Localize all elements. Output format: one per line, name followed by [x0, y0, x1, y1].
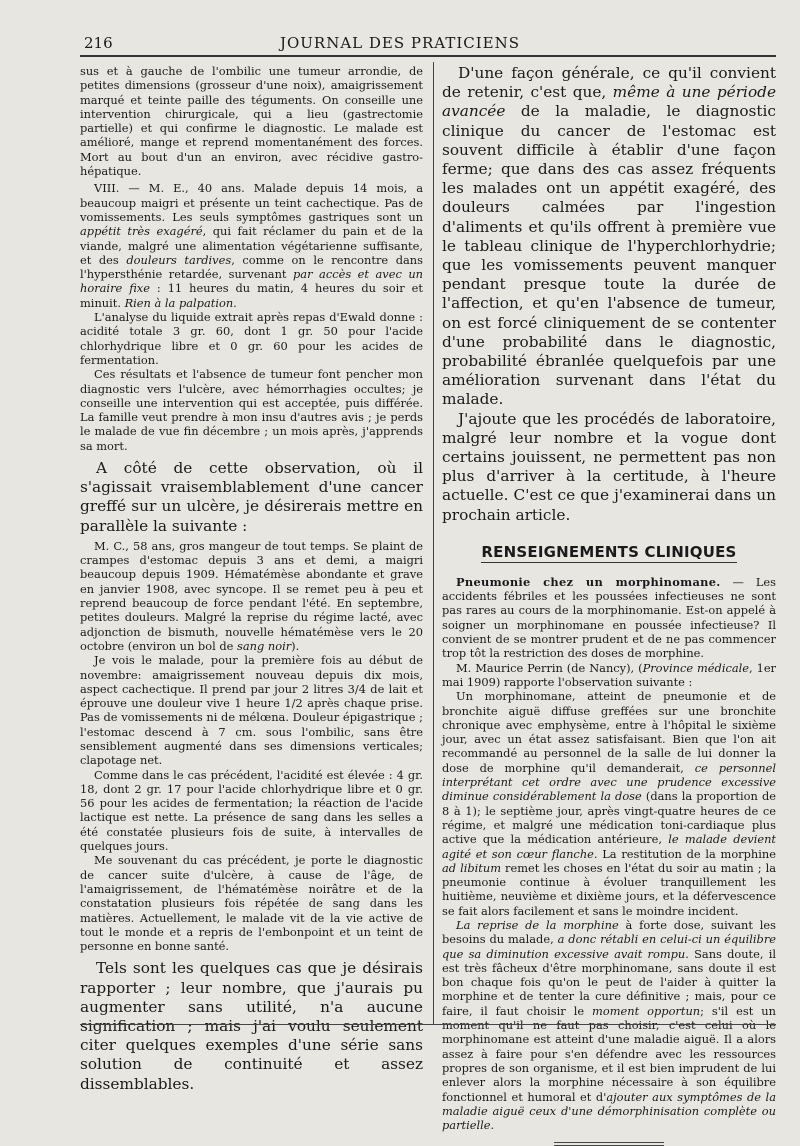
general-summary-paragraph: D'une façon générale, ce qu'il convient de retenir, c'est que, même à une période avancée de la maladie, le diagnostic clinique du cancer de l'estomac est souvent difficile à établir d'une façon ferme; que dans des cas assez fréquents les malades ont un appétit exagéré, des douleurs calmées par l'ingestion d'aliments et qu'ils offrent à première vue le tableau clinique de l'hyperchlorhydrie; que les vomissements peuvent manquer pendant presque toute la durée de l'affection, et qu'en l'absence de tumeur, on est forcé cliniquement de se contenter d'une probabilité dans le diagnostic, probabilité ébranlée quelquefois par une amélioration survenant dans l'état du malade. [442, 64, 776, 409]
laboratory-paragraph: J'ajoute que les procédés de laboratoire, malgré leur nombre et la vogue dont certains jouissent, ne permettent pas non plus d'arriver à la certitude, à l'heure actuelle. C'est ce que j'examinerai dans un prochain article. [442, 409, 776, 524]
article-title: Pneumonie chez un morphinomane. [456, 574, 721, 589]
case-continuation-paragraph: sus et à gauche de l'ombilic une tumeur arrondie, de petites dimensions (grosseur d'une noix), amaigrissement marqué et teinte paille des téguments. On conseille une intervention chirurgicale, qui a lieu (gastrectomie partielle) et qui confirme le diagnostic. Le malade est amélioré, mange et reprend momentanément des forces. Mort au bout d'un an environ, avec récidive gastro-hépatique. [80, 64, 423, 179]
left-column [80, 64, 423, 1094]
footer-rule [80, 1024, 776, 1025]
transition-paragraph: A côté de cette observation, où il s'agissait vraisemblablement d'une cancer greffé sur un ulcère, je désirerais mettre en parallèle la suivante : [80, 459, 423, 535]
case-viii-paragraph: VIII. — M. E., 40 ans. Malade depuis 14 mois, a beaucoup maigri et présente un teint cachectique. Pas de vomissements. Les seuls symptômes gastriques sont un appétit très exagéré, qui fait réclamer du pain et de la viande, malgré une alimentation végétarienne suffisante, et des douleurs tardives, comme on le rencontre dans l'hypersthénie retardée, survenant par accès et avec un horaire fixe : 11 heures du matin, 4 heures du soir et minuit. Rien à la palpation. [80, 181, 424, 310]
ewald-analysis-paragraph: L'analyse du liquide extrait après repas d'Ewald donne : acidité totale 3 gr. 60, dont 1 gr. 50 pour l'acide chlorhydrique libre et 0 gr. 60 pour les acides de fermentation. [80, 310, 423, 367]
cancer-diagnosis-paragraph: Me souvenant du cas précédent, je porte le diagnostic de cancer suite d'ulcère, à cause de l'âge, de l'amaigrissement, de l'hématémèse noirâtre et de la constatation plusieurs fois répétée de sang dans les matières. Actuellement, le malade vit de la vie active de tout le monde et a repris de l'embonpoint et un teint de personne en bonne santé. [80, 853, 423, 954]
pneumonia-intro-paragraph: Pneumonie chez un morphinomane. — Les accidents fébriles et les poussées infectieuses ne sont pas rares au cours de la morphinomanie. Est-on appelé à soigner un morphinomane en poussée infectieuse? Il convient de se montrer prudent et de ne pas commencer trop tôt la restriction des doses de morphine. [442, 574, 776, 661]
case-mc-paragraph: M. C., 58 ans, gros mangeur de tout temps. Se plaint de crampes d'estomac depuis 3 ans et demi, a maigri beaucoup depuis 1909. Hématémèse abondante et grave en janvier 1908, avec syncope. Il se remet peu à peu et reprend beaucoup de force pendant l'été. En septembre, petites douleurs. Malgré la reprise du régime lacté, avec adjonction de bismuth, nouvelle hématémèse vers le 20 octobre (environ un bol de sang noir). [80, 538, 423, 653]
page-number: 216 [84, 34, 113, 52]
journal-title: JOURNAL DES PRATICIENS [279, 34, 521, 52]
page-header [0, 0, 800, 52]
section-heading: RENSEIGNEMENTS CLINIQUES [481, 542, 737, 561]
perrin-citation-paragraph: M. Maurice Perrin (de Nancy), (Province médicale, 1er mai 1909) rapporte l'observation suivante : [442, 660, 777, 689]
conclusion-paragraph: Tels sont les quelques cas que je désirais rapporter ; leur nombre, que j'aurais pu augmenter sans utilité, n'a aucune signification ; mais j'ai voulu seulement citer quelques exemples d'une série sans solution de continuité et assez dissemblables. [80, 959, 423, 1093]
column-divider [433, 62, 434, 1024]
observation-paragraph: Un morphinomane, atteint de pneumonie et de bronchite aiguë diffuse greffées sur une bronchite chronique avec emphysème, entre à l'hôpital le sixième jour, avec un état assez satisfaisant. Bien que l'on ait recommandé au personnel de la salle de lui donner la dose de morphine qu'il demanderait, ce personnel interprétant cet ordre avec une prudence excessive diminue considérablement la dose (dans la proportion de 8 à 1); le septième jour, après vingt-quatre heures de ce régime, et malgré une médication toni-cardiaque plus active que la médication antérieure, le malade devient agité et son cœur flanche. La restitution de la morphine ad libitum remet les choses en l'état du soir au matin ; la pneumonie continue à évoluer tranquillement les huitième, neuvième et dixième jours, et la défervescence se fait alors facilement et sans le moindre incident. [442, 689, 776, 918]
right-column [442, 64, 776, 1146]
examination-paragraph: Je vois le malade, pour la première fois au début de novembre: amaigrissement nouveau depuis dix mois, aspect cachectique. Il prend par jour 2 litres 3/4 de lait et éprouve une douleur vive 1 heure 1/2 après chaque prise. Pas de vomissements ni de mélœna. Douleur épigastrique ; l'estomac descend à 7 cm. sous l'ombilic, sans être sensiblement augmenté dans ses dimensions verticales; clapotage net. [80, 653, 423, 768]
acidity-paragraph: Comme dans le cas précédent, l'acidité est élevée : 4 gr. 18, dont 2 gr. 17 pour l'acide chlorhydrique libre et 0 gr. 56 pour les acides de fermentation; la réaction de l'acide lactique est nette. La présence de sang dans les selles a été constatée plusieurs fois de suite, à intervalles de quelques jours. [80, 767, 423, 854]
morphine-reprise-paragraph: La reprise de la morphine à forte dose, suivant les besoins du malade, a donc rétabli en celui-ci un équilibre que sa diminution excessive avait rompu. Sans doute, il est très fâcheux d'être morphinomane, sans doute il est bon chaque fois qu'on le peut de l'aider à quitter la morphine et de tenter la cure définitive ; mais, pour ce faire, il faut choisir le moment opportun; s'il est un moment qu'il ne faut pas choisir, c'est celui où le morphinomane est atteint d'une maladie aiguë. Il a alors assez à faire pour s'en défendre avec les ressources propres de son organisme, et il est bien imprudent de lui enlever alors la morphine nécessaire à son équilibre fonctionnel et humoral et d'ajouter aux symptômes de la maladie aiguë ceux d'une démorphinisation complète ou partielle. [442, 918, 776, 1133]
header-rule [80, 55, 776, 57]
diagnosis-paragraph: Ces résultats et l'absence de tumeur font pencher mon diagnostic vers l'ulcère, avec hémorrhagies occultes; je conseille une intervention qui est acceptée, puis différée. La famille veut prendre à mon insu d'autres avis ; je perds le malade de vue fin décembre ; un mois après, j'apprends sa mort. [80, 367, 423, 453]
end-ornament-rule [554, 1142, 664, 1146]
